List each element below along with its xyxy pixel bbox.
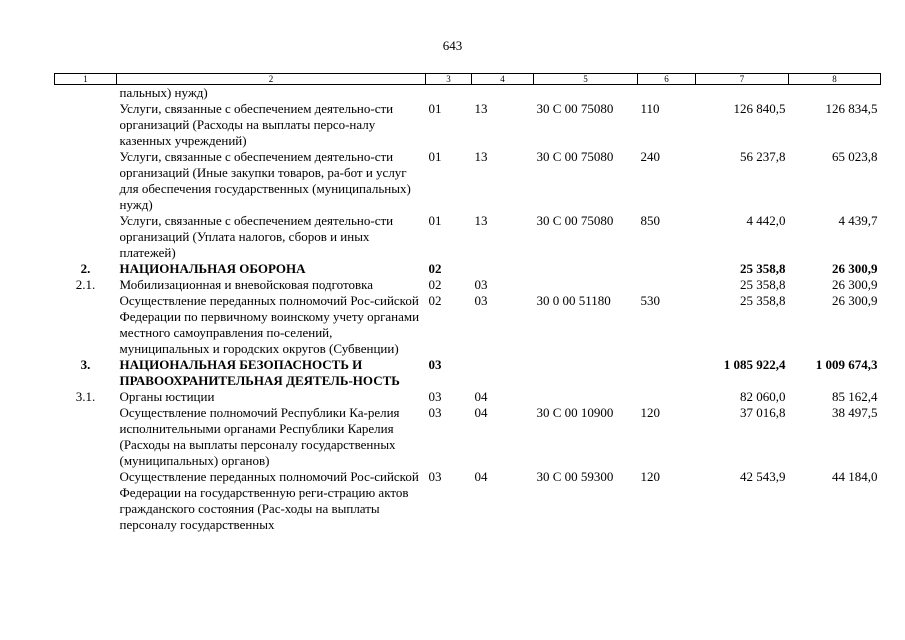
row-name: Осуществление переданных полномочий Рос-сийской Федерации по первичному воинскому учету органами местного самоуправления по-селений, муниципальных и городских округов (Субвенции) xyxy=(119,293,420,356)
table-row xyxy=(55,469,881,533)
row-number xyxy=(55,293,117,357)
row-name: Осуществление переданных полномочий Рос-сийской Федерации на государственную реги-страцию актов гражданского состояния (Рас-ходы на выплаты персоналу государственных xyxy=(119,469,419,532)
table-row xyxy=(55,149,881,213)
amount-year-2: 85 162,4 xyxy=(832,389,878,404)
table-row xyxy=(55,277,881,293)
section-code: 03 xyxy=(428,405,442,420)
expense-type-code: 110 xyxy=(640,101,660,116)
table-row xyxy=(55,293,881,357)
column-header: 6 xyxy=(638,74,696,85)
amount-year-1: 1 085 922,4 xyxy=(723,357,786,372)
row-name: НАЦИОНАЛЬНАЯ БЕЗОПАСНОСТЬ И ПРАВООХРАНИТЕЛЬНАЯ ДЕЯТЕЛЬ-НОСТЬ xyxy=(119,357,400,388)
expense-type-code: 120 xyxy=(640,469,660,484)
target-article-code xyxy=(534,261,638,277)
row-number: 2.1. xyxy=(75,277,96,292)
subsection-code: 04 xyxy=(474,405,488,420)
subsection-code: 03 xyxy=(474,277,488,292)
column-header: 2 xyxy=(117,74,426,85)
amount-year-1: 42 543,9 xyxy=(740,469,786,484)
row-name: Услуги, связанные с обеспечением деятельно-сти организаций (Иные закупки товаров, ра-бот и услуг для обеспечения государственных (муниципальных) нужд) xyxy=(119,149,411,212)
row-number xyxy=(55,149,117,213)
column-header: 5 xyxy=(534,74,638,85)
section-code xyxy=(426,85,472,102)
table-row xyxy=(55,389,881,405)
row-number xyxy=(55,469,117,533)
row-number xyxy=(55,85,117,102)
amount-year-1: 126 840,5 xyxy=(733,101,786,116)
subsection-code: 03 xyxy=(474,293,488,308)
subsection-code: 13 xyxy=(474,101,488,116)
target-article-code: 30 0 00 51180 xyxy=(536,293,611,308)
section-code: 01 xyxy=(428,149,442,164)
section-code: 02 xyxy=(428,261,442,276)
expense-type-code xyxy=(638,261,696,277)
table-row xyxy=(55,405,881,469)
expense-type-code: 240 xyxy=(640,149,660,164)
column-number-header xyxy=(55,74,881,85)
table-row xyxy=(55,357,881,389)
amount-year-2: 126 834,5 xyxy=(825,101,878,116)
expense-type-code xyxy=(638,277,696,293)
column-header: 3 xyxy=(426,74,472,85)
amount-year-1 xyxy=(696,85,789,102)
target-article-code: 30 С 00 75080 xyxy=(536,213,614,228)
subsection-code: 13 xyxy=(474,213,488,228)
column-header: 1 xyxy=(55,74,117,85)
expense-type-code: 120 xyxy=(640,405,660,420)
row-name: Осуществление полномочий Республики Ка-релия исполнительными органами Республики Карелия (Расходы на выплаты персоналу государственных (муниципальных) органов) xyxy=(119,405,400,468)
amount-year-1: 25 358,8 xyxy=(740,293,786,308)
amount-year-2: 26 300,9 xyxy=(832,277,878,292)
row-number: 3.1. xyxy=(75,389,96,404)
target-article-code xyxy=(534,85,638,102)
target-article-code: 30 С 00 10900 xyxy=(536,405,614,420)
table-row xyxy=(55,101,881,149)
expense-type-code xyxy=(638,389,696,405)
amount-year-1: 25 358,8 xyxy=(740,261,786,276)
amount-year-2: 4 439,7 xyxy=(838,213,878,228)
amount-year-2: 26 300,9 xyxy=(832,261,878,276)
section-code: 03 xyxy=(428,389,442,404)
amount-year-2: 65 023,8 xyxy=(832,149,878,164)
table-row xyxy=(55,85,881,102)
column-header: 8 xyxy=(789,74,881,85)
amount-year-1: 56 237,8 xyxy=(740,149,786,164)
row-name: Услуги, связанные с обеспечением деятельно-сти организаций (Уплата налогов, сборов и иных платежей) xyxy=(119,213,394,260)
row-number: 2. xyxy=(80,261,91,276)
table-row xyxy=(55,213,881,261)
table-row xyxy=(55,261,881,277)
subsection-code xyxy=(472,261,534,277)
amount-year-1: 4 442,0 xyxy=(746,213,786,228)
target-article-code: 30 С 00 75080 xyxy=(536,149,614,164)
amount-year-2 xyxy=(789,85,881,102)
amount-year-2: 26 300,9 xyxy=(832,293,878,308)
subsection-code: 04 xyxy=(474,389,488,404)
section-code: 03 xyxy=(428,357,442,372)
row-name: Мобилизационная и вневойсковая подготовка xyxy=(119,277,374,292)
budget-table xyxy=(54,73,881,533)
target-article-code xyxy=(534,277,638,293)
subsection-code: 04 xyxy=(474,469,488,484)
expense-type-code: 530 xyxy=(640,293,660,308)
expense-type-code: 850 xyxy=(640,213,660,228)
subsection-code xyxy=(472,85,534,102)
row-name: НАЦИОНАЛЬНАЯ ОБОРОНА xyxy=(119,261,306,276)
amount-year-1: 82 060,0 xyxy=(740,389,786,404)
amount-year-2: 38 497,5 xyxy=(832,405,878,420)
amount-year-1: 37 016,8 xyxy=(740,405,786,420)
target-article-code: 30 С 00 75080 xyxy=(536,101,614,116)
target-article-code: 30 С 00 59300 xyxy=(536,469,614,484)
amount-year-2: 1 009 674,3 xyxy=(815,357,878,372)
row-number xyxy=(55,405,117,469)
row-number xyxy=(55,213,117,261)
subsection-code xyxy=(472,357,534,389)
row-name: Услуги, связанные с обеспечением деятельно-сти организаций (Расходы на выплаты персо-налу казенных учреждений) xyxy=(119,101,394,148)
amount-year-1: 25 358,8 xyxy=(740,277,786,292)
amount-year-2: 44 184,0 xyxy=(832,469,878,484)
column-header: 7 xyxy=(696,74,789,85)
expense-type-code xyxy=(638,357,696,389)
section-code: 02 xyxy=(428,293,442,308)
section-code: 02 xyxy=(428,277,442,292)
section-code: 03 xyxy=(428,469,442,484)
expense-type-code xyxy=(638,85,696,102)
row-number: 3. xyxy=(80,357,91,372)
target-article-code xyxy=(534,389,638,405)
subsection-code: 13 xyxy=(474,149,488,164)
target-article-code xyxy=(534,357,638,389)
column-header: 4 xyxy=(472,74,534,85)
row-number xyxy=(55,101,117,149)
page-number: 643 xyxy=(442,38,463,53)
row-name: пальных) нужд) xyxy=(119,85,208,100)
section-code: 01 xyxy=(428,101,442,116)
row-name: Органы юстиции xyxy=(119,389,215,404)
table-body xyxy=(55,85,881,534)
section-code: 01 xyxy=(428,213,442,228)
